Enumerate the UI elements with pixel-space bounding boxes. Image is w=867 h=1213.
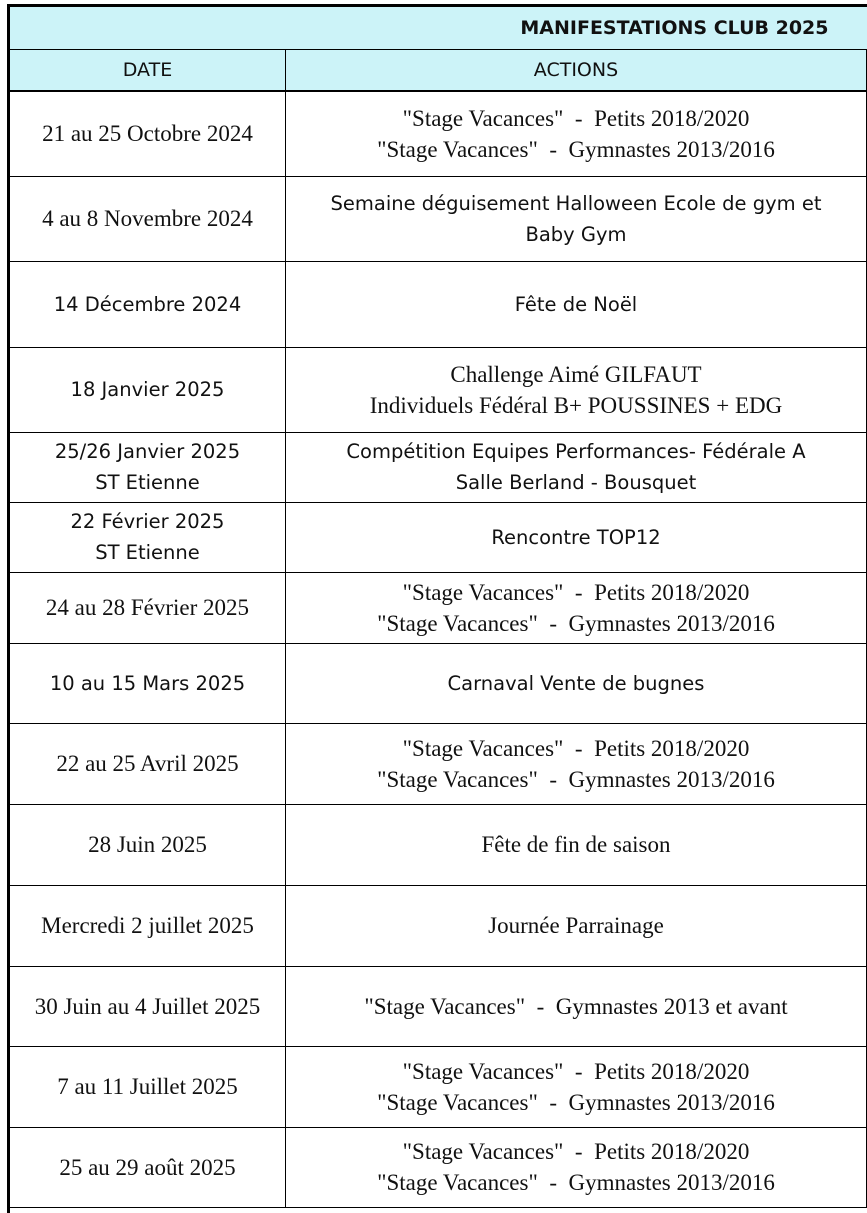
table-row	[10, 1046, 867, 1127]
actions-cell	[285, 347, 866, 432]
date-cell	[10, 1127, 285, 1207]
action-text: "Stage Vacances" - Petits 2018/2020	[402, 735, 750, 761]
date-cell	[10, 1046, 285, 1127]
actions-column-header: ACTIONS	[285, 50, 866, 92]
date-text: 30 Juin au 4 Juillet 2025	[34, 993, 261, 1019]
action-text: Fête de Noël	[514, 292, 638, 316]
date-cell	[10, 347, 285, 432]
action-text: Compétition Equipes Performances- Fédérale A	[346, 440, 806, 463]
actions-cell	[285, 1046, 866, 1127]
events-table	[10, 7, 867, 1208]
action-text: "Stage Vacances" - Petits 2018/2020	[402, 105, 750, 131]
schedule-sheet	[7, 4, 867, 1213]
date-text: 25 au 29 août 2025	[59, 1154, 236, 1180]
table-row	[10, 502, 867, 572]
date-cell	[10, 502, 285, 572]
action-text: "Stage Vacances" - Gymnastes 2013/2016	[377, 766, 775, 792]
action-text: "Stage Vacances" - Petits 2018/2020	[402, 1058, 750, 1084]
action-text: Individuels Fédéral B+ POUSSINES + EDG	[369, 392, 783, 418]
action-text: Semaine déguisement Halloween Ecole de gym et	[330, 191, 822, 215]
date-cell	[10, 432, 285, 502]
action-text: Journée Parrainage	[488, 913, 664, 938]
date-cell	[10, 91, 285, 176]
actions-cell	[285, 885, 866, 966]
table-row	[10, 643, 867, 723]
table-row	[10, 432, 867, 502]
date-text: 21 au 25 Octobre 2024	[42, 121, 253, 147]
actions-cell	[285, 643, 866, 723]
date-text: ST Etienne	[95, 541, 200, 564]
table-row	[10, 347, 867, 432]
events-body	[10, 91, 867, 1207]
table-row	[10, 572, 867, 643]
table-row	[10, 885, 867, 966]
action-text: Salle Berland - Bousquet	[455, 471, 697, 494]
table-row	[10, 804, 867, 885]
actions-cell	[285, 966, 866, 1046]
actions-cell	[285, 176, 866, 261]
actions-cell	[285, 502, 866, 572]
action-text: "Stage Vacances" - Gymnastes 2013/2016	[377, 610, 775, 636]
date-cell	[10, 261, 285, 347]
action-text: "Stage Vacances" - Gymnastes 2013/2016	[377, 136, 775, 162]
table-row	[10, 261, 867, 347]
date-text: 18 Janvier 2025	[70, 378, 225, 401]
table-row	[10, 176, 867, 261]
actions-cell	[285, 91, 866, 176]
date-cell	[10, 723, 285, 804]
actions-cell	[285, 432, 866, 502]
date-cell	[10, 966, 285, 1046]
actions-cell	[285, 572, 866, 643]
date-cell	[10, 572, 285, 643]
date-text: 25/26 Janvier 2025	[54, 440, 241, 463]
action-text: Baby Gym	[525, 222, 627, 246]
date-cell	[10, 176, 285, 261]
date-cell	[10, 643, 285, 723]
action-text: Carnaval Vente de bugnes	[447, 671, 705, 695]
date-text: ST Etienne	[95, 471, 200, 494]
action-text: "Stage Vacances" - Gymnastes 2013/2016	[377, 1170, 775, 1195]
table-row	[10, 1127, 867, 1207]
date-text: 4 au 8 Novembre 2024	[42, 206, 253, 231]
action-text: Rencontre TOP12	[491, 525, 661, 549]
date-cell	[10, 804, 285, 885]
table-title: MANIFESTATIONS CLUB 2025	[10, 7, 867, 50]
header-row	[10, 50, 867, 92]
title-row	[10, 7, 867, 50]
table-row	[10, 966, 867, 1046]
date-text: 24 au 28 Février 2025	[45, 595, 250, 620]
date-text: 22 Février 2025	[70, 510, 225, 533]
action-text: "Stage Vacances" - Petits 2018/2020	[402, 1139, 750, 1164]
date-column-header: DATE	[10, 50, 285, 92]
actions-cell	[285, 804, 866, 885]
action-text: Challenge Aimé GILFAUT	[450, 361, 702, 387]
date-cell	[10, 885, 285, 966]
date-text: 22 au 25 Avril 2025	[56, 751, 239, 776]
date-text: 7 au 11 Juillet 2025	[57, 1074, 238, 1099]
actions-cell	[285, 261, 866, 347]
action-text: "Stage Vacances" - Petits 2018/2020	[402, 579, 750, 605]
date-text: 28 Juin 2025	[88, 832, 207, 857]
action-text: Fête de fin de saison	[481, 832, 671, 857]
date-text: Mercredi 2 juillet 2025	[41, 913, 254, 938]
actions-cell	[285, 723, 866, 804]
table-row	[10, 91, 867, 176]
actions-cell	[285, 1127, 866, 1207]
table-row	[10, 723, 867, 804]
action-text: "Stage Vacances" - Gymnastes 2013/2016	[377, 1089, 775, 1115]
action-text: "Stage Vacances" - Gymnastes 2013 et avant	[364, 993, 788, 1019]
date-text: 14 Décembre 2024	[53, 292, 242, 316]
date-text: 10 au 15 Mars 2025	[49, 671, 246, 695]
